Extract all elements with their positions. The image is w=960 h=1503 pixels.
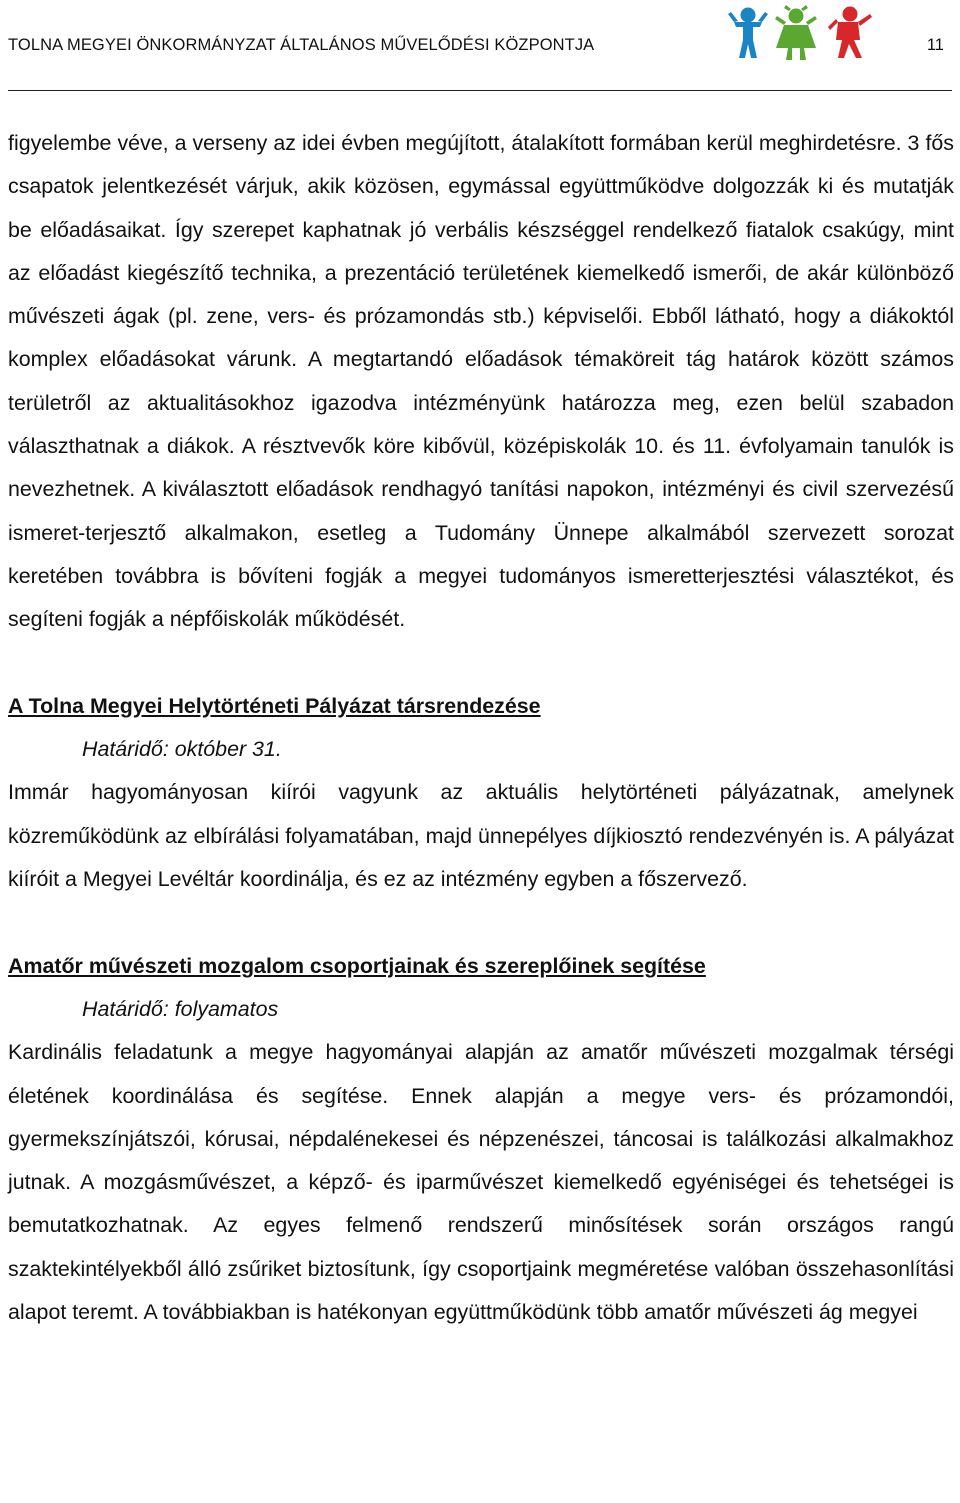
header-title: TOLNA MEGYEI ÖNKORMÁNYZAT ÁLTALÁNOS MŰVELŐDÉSI KÖZPONTJA <box>8 36 595 54</box>
document-body <box>8 122 954 1334</box>
section-paragraph: Kardinális feladatunk a megye hagyományai alapján az amatőr művészeti mozgalmak térségi életének koordinálása és segítése. Ennek alapján a megye vers- és prózamondói, gyermekszínjátszói, kórusai, népdalénekesei és népzenészei, táncosai is találkozási alkalmakhoz jutnak. A mozgásművészet, a képző- és iparművészet kiemelkedő egyéniségei és tehetségei is bemutatkozhatnak. Az egyes felmenő rendszerű minősítések során országos rangú szaktekintélyekből álló zsűriket biztosítunk, így csoportjaink megméretése valóban összehasonlítási alapot teremt. A továbbiakban is hatékonyan együttműködünk több amatőr művészeti ág megyei <box>8 1040 954 1325</box>
section-heading-local-history: A Tolna Megyei Helytörténeti Pályázat társrendezése <box>8 693 541 718</box>
red-child-figure <box>828 7 872 59</box>
blue-child-figure <box>728 8 768 59</box>
section-deadline: Határidő: október 31. <box>82 737 282 762</box>
header-divider <box>8 90 952 91</box>
body-paragraph: figyelembe véve, a verseny az idei évben megújított, átalakított formában kerül meghirdetésre. 3 fős csapatok jelentkezését várjuk, akik közösen, egymással együttműködve dolgozzák ki és mutatják be előadásaikat. Így szerepet kaphatnak jó verbális készséggel rendelkező fiatalok csakúgy, mint az előadást kiegészítő technika, a prezentáció területének kiemelkedő ismerői, de akár különböző művészeti ágak (pl. zene, vers- és prózamondás stb.) képviselői. Ebből látható, hogy a diákoktól komplex előadásokat várunk. A megtartandó előadások témaköreit tág határok között számos területről az aktualitásokhoz igazodva intézményünk határozza meg, ezen belül szabadon választhatnak a diákok. A résztvevők köre kibővül, középiskolák 10. és 11. évfolyamain tanulók is nevezhetnek. A kiválasztott előadások rendhagyó tanítási napokon, intézményi és civil szervezésű ismeret-terjesztő alkalmakon, esetleg a Tudomány Ünnepe alkalmából szervezett sorozat keretében továbbra is bővíteni fogják a megyei tudományos ismeretterjesztési választékot, és segíteni fogják a népfőiskolák működését. <box>8 131 954 632</box>
page-header <box>8 0 952 92</box>
section-heading-amateur-arts: Amatőr művészeti mozgalom csoportjainak és szereplőinek segítése <box>8 953 706 978</box>
children-logo-icon <box>726 2 874 64</box>
green-child-figure <box>775 5 817 60</box>
page-number: 11 <box>926 36 944 54</box>
section-deadline: Határidő: folyamatos <box>82 996 279 1021</box>
paragraph-spacer <box>8 901 954 944</box>
section-paragraph: Immár hagyományosan kiírói vagyunk az aktuális helytörténeti pályázatnak, amelynek közreműködünk az elbírálási folyamatában, majd ünnepélyes díjkiosztó rendezvényén is. A pályázat kiíróit a Megyei Levéltár koordinálja, és ez az intézmény egyben a főszervező. <box>8 780 954 892</box>
paragraph-spacer <box>8 642 954 685</box>
